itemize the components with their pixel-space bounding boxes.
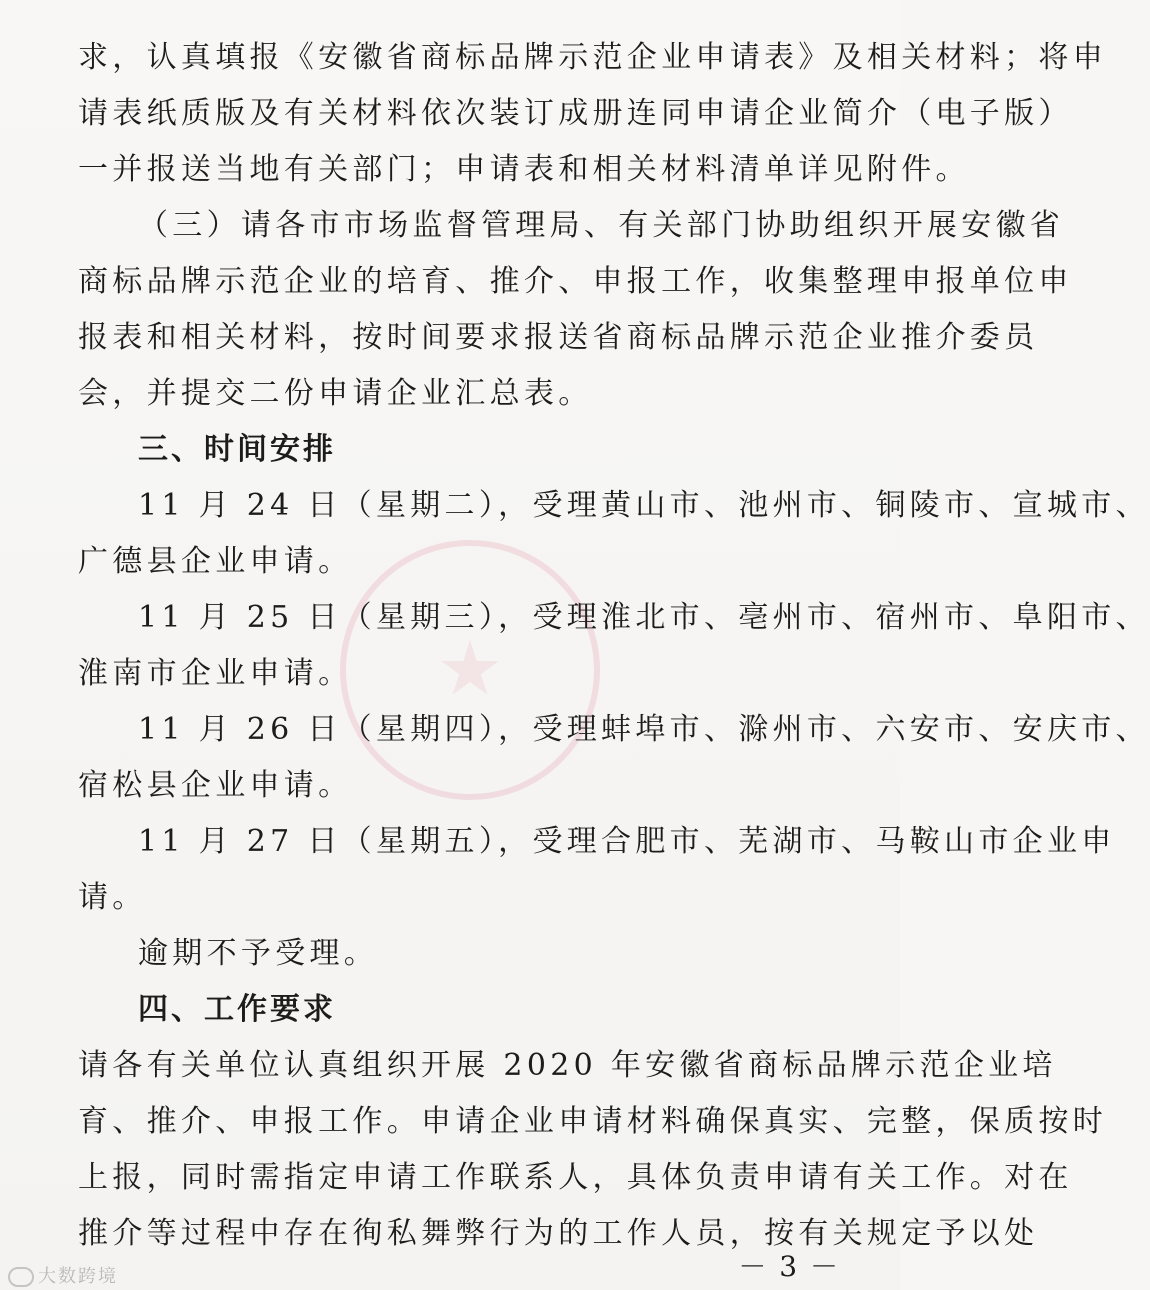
section-heading-schedule: 三、时间安排 [138, 432, 336, 467]
text-line: 11 月 25 日（星期三），受理淮北市、亳州市、宿州市、阜阳市、 [138, 600, 1150, 635]
text-line: 育、推介、申报工作。申请企业申请材料确保真实、完整，保质按时 [78, 1104, 1107, 1139]
text-line: 逾期不予受理。 [138, 936, 379, 971]
text-line: 淮南市企业申请。 [78, 656, 353, 691]
text-line: 11 月 27 日（星期五），受理合肥市、芜湖市、马鞍山市企业申 [138, 824, 1116, 859]
text-line: 会，并提交二份申请企业汇总表。 [78, 376, 593, 411]
text-line: 上报，同时需指定申请工作联系人，具体负责申请有关工作。对在 [78, 1160, 1073, 1195]
text-line: （三）请各市市场监督管理局、有关部门协助组织开展安徽省 [138, 208, 1065, 243]
page-number: － 3 － [738, 1250, 840, 1283]
text-line: 请表纸质版及有关材料依次装订成册连同申请企业简介（电子版） [78, 96, 1073, 131]
text-line: 报表和相关材料，按时间要求报送省商标品牌示范企业推介委员 [78, 320, 1039, 355]
text-line: 广德县企业申请。 [78, 544, 353, 579]
section-heading-requirements: 四、工作要求 [138, 992, 336, 1027]
text-line: 11 月 26 日（星期四），受理蚌埠市、滁州市、六安市、安庆市、 [138, 712, 1150, 747]
text-line: 一并报送当地有关部门；申请表和相关材料清单详见附件。 [78, 152, 970, 187]
watermark-text: 大数跨境 [38, 1266, 118, 1287]
text-line: 求，认真填报《安徽省商标品牌示范企业申请表》及相关材料；将申 [78, 40, 1107, 75]
watermark [8, 1262, 118, 1288]
text-line: 推介等过程中存在徇私舞弊行为的工作人员，按有关规定予以处 [78, 1216, 1039, 1251]
text-line: 宿松县企业申请。 [78, 768, 353, 803]
text-line: 11 月 24 日（星期二），受理黄山市、池州市、铜陵市、宣城市、 [138, 488, 1150, 523]
text-line: 请各有关单位认真组织开展 2020 年安徽省商标品牌示范企业培 [78, 1048, 1057, 1083]
text-line: 商标品牌示范企业的培育、推介、申报工作，收集整理申报单位申 [78, 264, 1073, 299]
watermark-logo-icon [8, 1267, 34, 1287]
text-line: 请。 [78, 880, 147, 915]
